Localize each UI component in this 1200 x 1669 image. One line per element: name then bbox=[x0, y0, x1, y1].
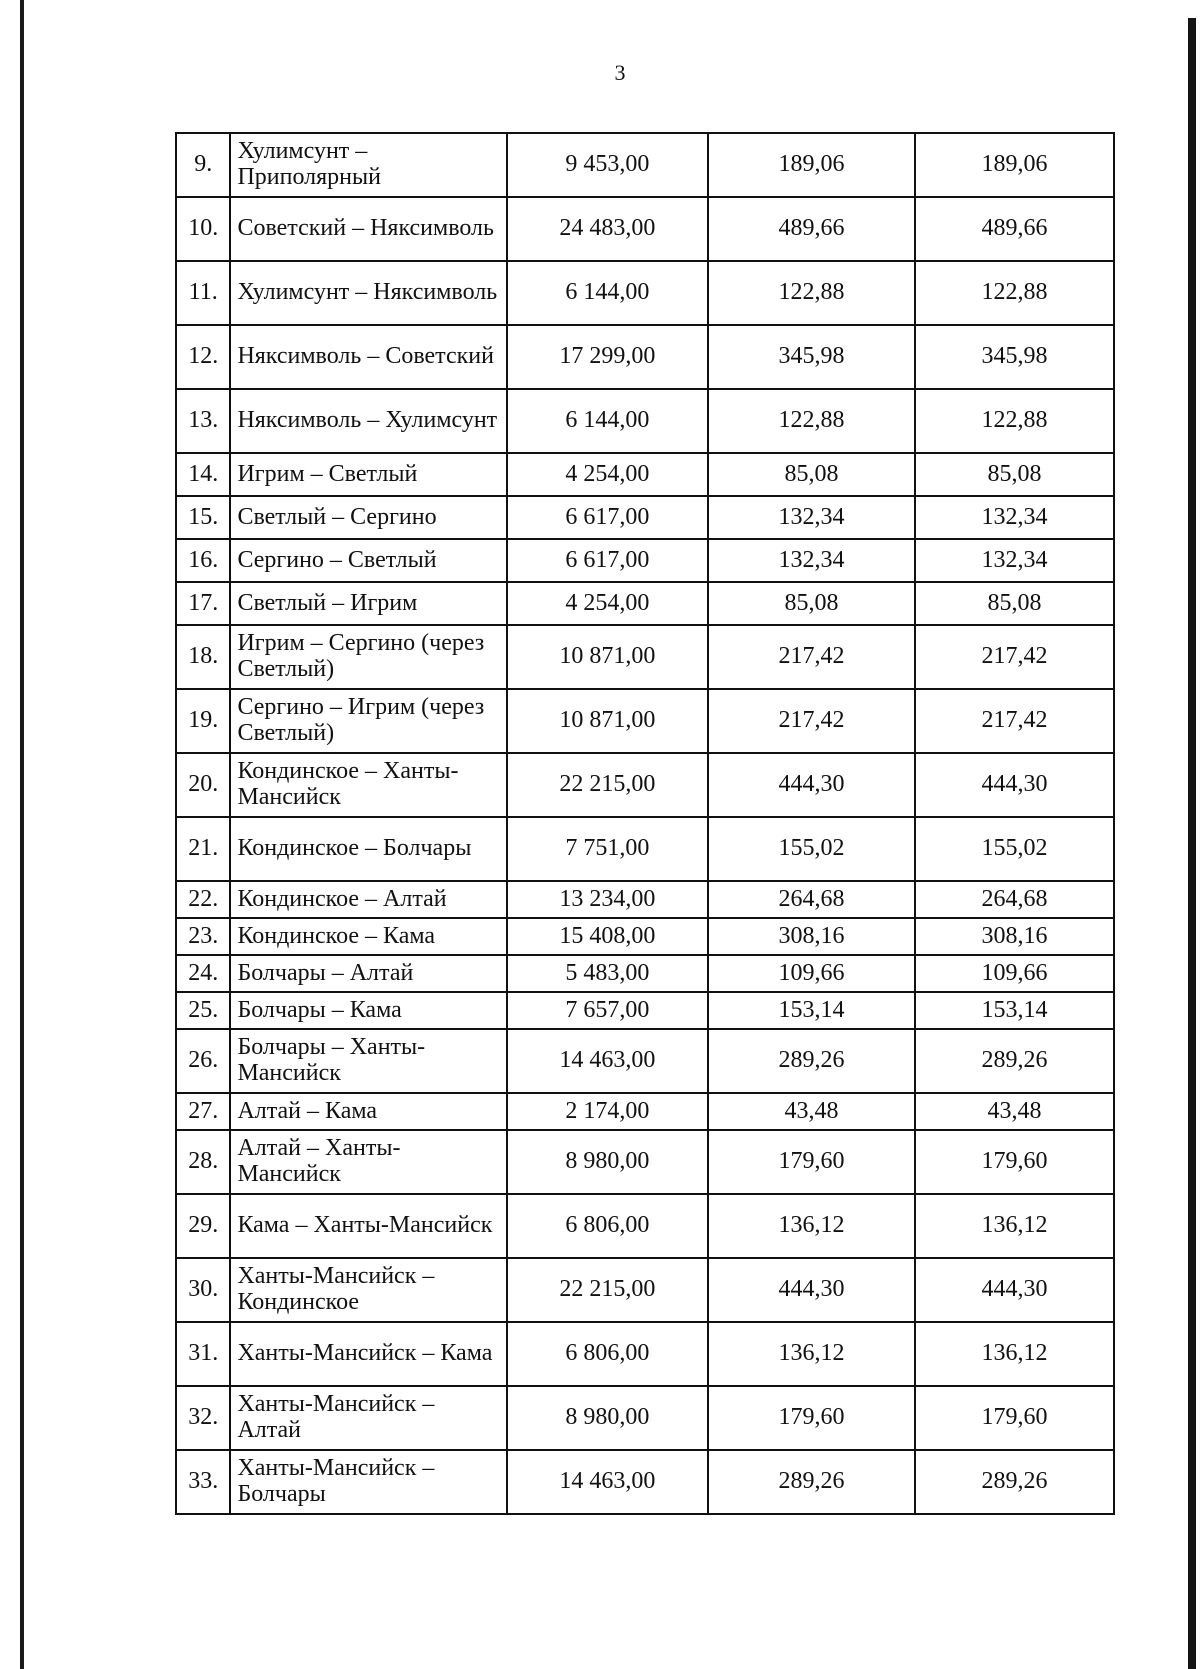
route-cell: Ханты-Мансийск – Кама bbox=[230, 1322, 506, 1386]
value-c-cell: 179,60 bbox=[915, 1130, 1114, 1194]
value-a-cell: 24 483,00 bbox=[507, 197, 708, 261]
route-cell: Сергино – Светлый bbox=[230, 539, 506, 582]
table-row bbox=[176, 325, 1114, 389]
route-cell: Хулимсунт – Приполярный bbox=[230, 133, 506, 197]
table-row bbox=[176, 582, 1114, 625]
value-b-cell: 489,66 bbox=[708, 197, 915, 261]
value-b-cell: 132,34 bbox=[708, 496, 915, 539]
row-number-cell: 15. bbox=[176, 496, 230, 539]
route-cell: Алтай – Ханты-Мансийск bbox=[230, 1130, 506, 1194]
value-a-cell: 6 144,00 bbox=[507, 389, 708, 453]
table-row bbox=[176, 1029, 1114, 1093]
value-a-cell: 6 617,00 bbox=[507, 496, 708, 539]
table-row bbox=[176, 625, 1114, 689]
value-b-cell: 289,26 bbox=[708, 1029, 915, 1093]
value-a-cell: 14 463,00 bbox=[507, 1450, 708, 1514]
table-row bbox=[176, 1093, 1114, 1130]
table-row bbox=[176, 1386, 1114, 1450]
value-a-cell: 17 299,00 bbox=[507, 325, 708, 389]
value-c-cell: 122,88 bbox=[915, 261, 1114, 325]
value-b-cell: 122,88 bbox=[708, 261, 915, 325]
route-cell: Игрим – Сергино (через Светлый) bbox=[230, 625, 506, 689]
value-a-cell: 8 980,00 bbox=[507, 1130, 708, 1194]
table-row bbox=[176, 261, 1114, 325]
value-c-cell: 136,12 bbox=[915, 1322, 1114, 1386]
value-a-cell: 10 871,00 bbox=[507, 689, 708, 753]
value-c-cell: 155,02 bbox=[915, 817, 1114, 881]
value-b-cell: 43,48 bbox=[708, 1093, 915, 1130]
value-b-cell: 289,26 bbox=[708, 1450, 915, 1514]
row-number-cell: 10. bbox=[176, 197, 230, 261]
value-a-cell: 6 806,00 bbox=[507, 1194, 708, 1258]
value-a-cell: 22 215,00 bbox=[507, 1258, 708, 1322]
table-row bbox=[176, 817, 1114, 881]
table-row bbox=[176, 539, 1114, 582]
value-a-cell: 4 254,00 bbox=[507, 582, 708, 625]
route-cell: Кондинское – Кама bbox=[230, 918, 506, 955]
value-c-cell: 136,12 bbox=[915, 1194, 1114, 1258]
table-row bbox=[176, 955, 1114, 992]
value-c-cell: 132,34 bbox=[915, 539, 1114, 582]
route-cell: Игрим – Светлый bbox=[230, 453, 506, 496]
row-number-cell: 9. bbox=[176, 133, 230, 197]
value-a-cell: 9 453,00 bbox=[507, 133, 708, 197]
value-c-cell: 345,98 bbox=[915, 325, 1114, 389]
value-a-cell: 5 483,00 bbox=[507, 955, 708, 992]
value-b-cell: 155,02 bbox=[708, 817, 915, 881]
route-cell: Светлый – Сергино bbox=[230, 496, 506, 539]
table-row bbox=[176, 1322, 1114, 1386]
route-cell: Ханты-Мансийск – Болчары bbox=[230, 1450, 506, 1514]
row-number-cell: 29. bbox=[176, 1194, 230, 1258]
route-cell: Советский – Няксимволь bbox=[230, 197, 506, 261]
row-number-cell: 28. bbox=[176, 1130, 230, 1194]
value-c-cell: 43,48 bbox=[915, 1093, 1114, 1130]
value-b-cell: 132,34 bbox=[708, 539, 915, 582]
row-number-cell: 20. bbox=[176, 753, 230, 817]
route-cell: Кондинское – Болчары bbox=[230, 817, 506, 881]
page-number: 3 bbox=[614, 60, 626, 85]
tariff-table-body bbox=[176, 133, 1114, 1514]
value-c-cell: 289,26 bbox=[915, 1450, 1114, 1514]
value-b-cell: 264,68 bbox=[708, 881, 915, 918]
route-cell: Алтай – Кама bbox=[230, 1093, 506, 1130]
table-row bbox=[176, 197, 1114, 261]
value-a-cell: 15 408,00 bbox=[507, 918, 708, 955]
value-c-cell: 153,14 bbox=[915, 992, 1114, 1029]
value-c-cell: 444,30 bbox=[915, 1258, 1114, 1322]
value-c-cell: 289,26 bbox=[915, 1029, 1114, 1093]
row-number-cell: 18. bbox=[176, 625, 230, 689]
table-row bbox=[176, 453, 1114, 496]
table-row bbox=[176, 389, 1114, 453]
row-number-cell: 33. bbox=[176, 1450, 230, 1514]
value-b-cell: 136,12 bbox=[708, 1194, 915, 1258]
value-b-cell: 85,08 bbox=[708, 453, 915, 496]
value-a-cell: 22 215,00 bbox=[507, 753, 708, 817]
value-b-cell: 444,30 bbox=[708, 1258, 915, 1322]
value-b-cell: 153,14 bbox=[708, 992, 915, 1029]
value-c-cell: 109,66 bbox=[915, 955, 1114, 992]
value-b-cell: 109,66 bbox=[708, 955, 915, 992]
row-number-cell: 11. bbox=[176, 261, 230, 325]
row-number-cell: 23. bbox=[176, 918, 230, 955]
table-row bbox=[176, 881, 1114, 918]
row-number-cell: 21. bbox=[176, 817, 230, 881]
route-cell: Кама – Ханты-Мансийск bbox=[230, 1194, 506, 1258]
table-row bbox=[176, 1258, 1114, 1322]
route-cell: Ханты-Мансийск – Кондинское bbox=[230, 1258, 506, 1322]
row-number-cell: 31. bbox=[176, 1322, 230, 1386]
scan-left-edge bbox=[20, 0, 24, 1669]
value-a-cell: 6 617,00 bbox=[507, 539, 708, 582]
row-number-cell: 12. bbox=[176, 325, 230, 389]
row-number-cell: 30. bbox=[176, 1258, 230, 1322]
value-b-cell: 189,06 bbox=[708, 133, 915, 197]
table-row bbox=[176, 496, 1114, 539]
value-b-cell: 444,30 bbox=[708, 753, 915, 817]
value-a-cell: 7 751,00 bbox=[507, 817, 708, 881]
value-a-cell: 13 234,00 bbox=[507, 881, 708, 918]
value-a-cell: 2 174,00 bbox=[507, 1093, 708, 1130]
value-a-cell: 6 144,00 bbox=[507, 261, 708, 325]
value-c-cell: 489,66 bbox=[915, 197, 1114, 261]
row-number-cell: 25. bbox=[176, 992, 230, 1029]
value-b-cell: 217,42 bbox=[708, 689, 915, 753]
route-cell: Няксимволь – Хулимсунт bbox=[230, 389, 506, 453]
table-row bbox=[176, 992, 1114, 1029]
value-c-cell: 179,60 bbox=[915, 1386, 1114, 1450]
row-number-cell: 17. bbox=[176, 582, 230, 625]
route-cell: Светлый – Игрим bbox=[230, 582, 506, 625]
value-c-cell: 189,06 bbox=[915, 133, 1114, 197]
value-b-cell: 85,08 bbox=[708, 582, 915, 625]
value-a-cell: 6 806,00 bbox=[507, 1322, 708, 1386]
row-number-cell: 16. bbox=[176, 539, 230, 582]
value-c-cell: 308,16 bbox=[915, 918, 1114, 955]
value-a-cell: 14 463,00 bbox=[507, 1029, 708, 1093]
value-b-cell: 217,42 bbox=[708, 625, 915, 689]
scan-right-edge bbox=[1188, 18, 1196, 1669]
row-number-cell: 27. bbox=[176, 1093, 230, 1130]
value-c-cell: 444,30 bbox=[915, 753, 1114, 817]
table-row bbox=[176, 1130, 1114, 1194]
value-c-cell: 122,88 bbox=[915, 389, 1114, 453]
route-cell: Сергино – Игрим (через Светлый) bbox=[230, 689, 506, 753]
value-b-cell: 179,60 bbox=[708, 1130, 915, 1194]
value-a-cell: 4 254,00 bbox=[507, 453, 708, 496]
route-cell: Болчары – Ханты-Мансийск bbox=[230, 1029, 506, 1093]
route-cell: Болчары – Кама bbox=[230, 992, 506, 1029]
row-number-cell: 13. bbox=[176, 389, 230, 453]
value-a-cell: 8 980,00 bbox=[507, 1386, 708, 1450]
route-cell: Хулимсунт – Няксимволь bbox=[230, 261, 506, 325]
row-number-cell: 22. bbox=[176, 881, 230, 918]
value-b-cell: 308,16 bbox=[708, 918, 915, 955]
route-cell: Ханты-Мансийск – Алтай bbox=[230, 1386, 506, 1450]
row-number-cell: 24. bbox=[176, 955, 230, 992]
value-b-cell: 345,98 bbox=[708, 325, 915, 389]
value-b-cell: 179,60 bbox=[708, 1386, 915, 1450]
route-cell: Кондинское – Ханты-Мансийск bbox=[230, 753, 506, 817]
route-cell: Кондинское – Алтай bbox=[230, 881, 506, 918]
tariff-table bbox=[175, 132, 1115, 1515]
value-c-cell: 217,42 bbox=[915, 625, 1114, 689]
value-b-cell: 136,12 bbox=[708, 1322, 915, 1386]
value-c-cell: 132,34 bbox=[915, 496, 1114, 539]
value-b-cell: 122,88 bbox=[708, 389, 915, 453]
table-row bbox=[176, 918, 1114, 955]
table-row bbox=[176, 753, 1114, 817]
route-cell: Няксимволь – Советский bbox=[230, 325, 506, 389]
table-row bbox=[176, 133, 1114, 197]
route-cell: Болчары – Алтай bbox=[230, 955, 506, 992]
table-row bbox=[176, 1194, 1114, 1258]
value-a-cell: 7 657,00 bbox=[507, 992, 708, 1029]
table-row bbox=[176, 1450, 1114, 1514]
value-c-cell: 264,68 bbox=[915, 881, 1114, 918]
row-number-cell: 14. bbox=[176, 453, 230, 496]
value-a-cell: 10 871,00 bbox=[507, 625, 708, 689]
row-number-cell: 19. bbox=[176, 689, 230, 753]
value-c-cell: 217,42 bbox=[915, 689, 1114, 753]
value-c-cell: 85,08 bbox=[915, 582, 1114, 625]
value-c-cell: 85,08 bbox=[915, 453, 1114, 496]
table-row bbox=[176, 689, 1114, 753]
row-number-cell: 26. bbox=[176, 1029, 230, 1093]
row-number-cell: 32. bbox=[176, 1386, 230, 1450]
